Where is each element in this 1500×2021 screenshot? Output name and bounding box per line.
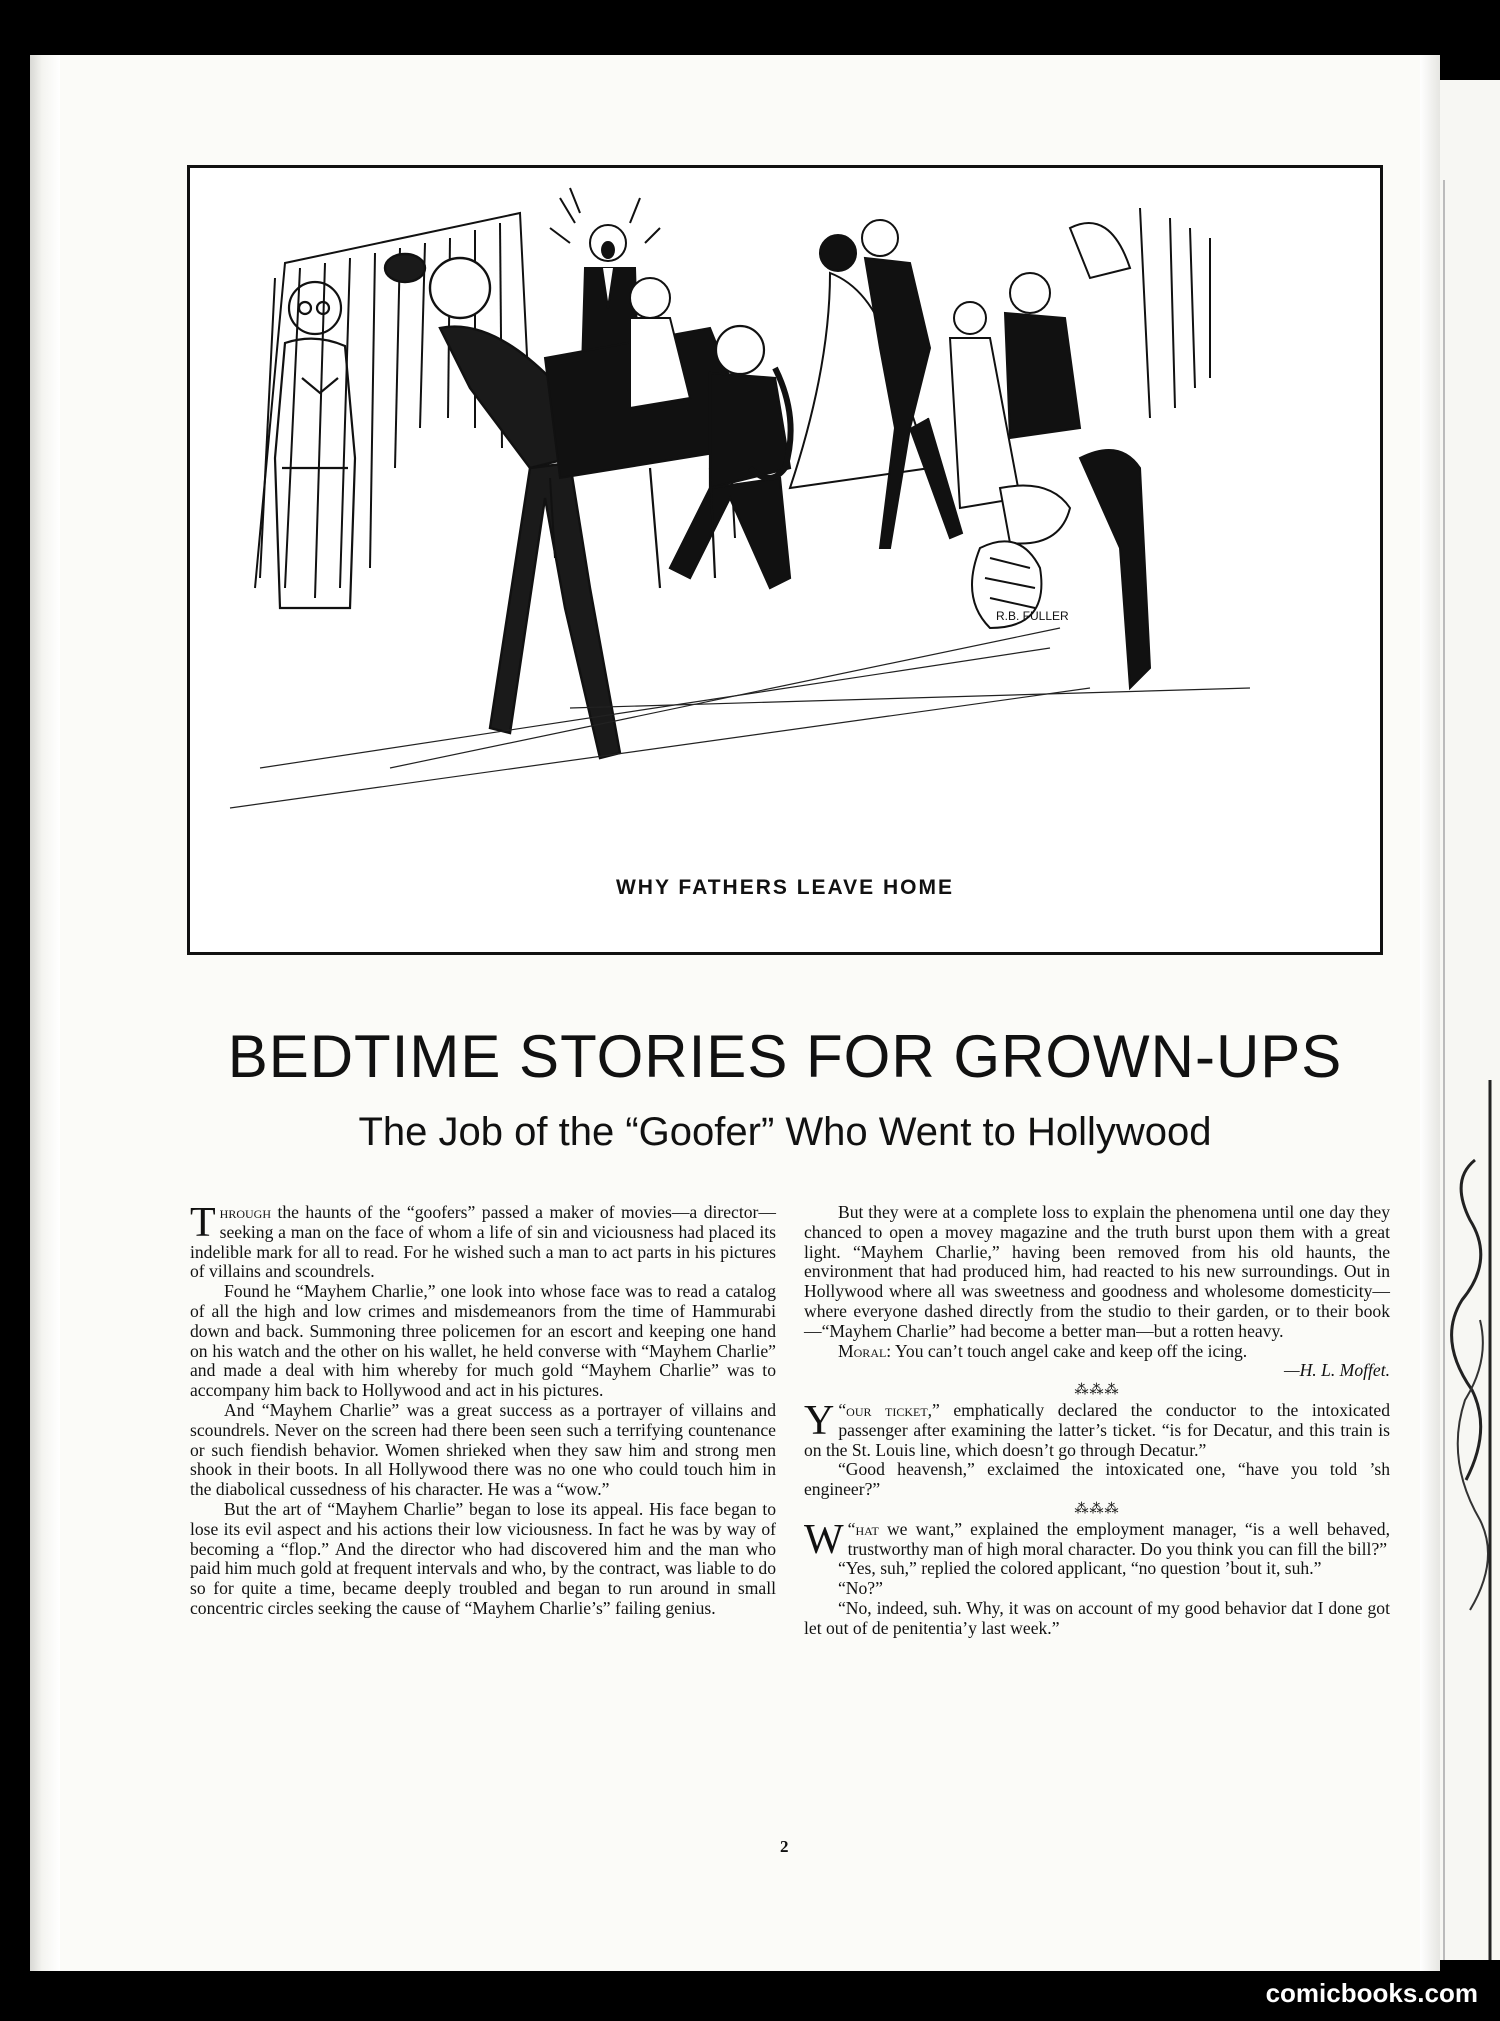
story2-paragraph-1: “ Y our ticket,” emphatically declared the conductor to the intoxicated passenger after examining the latter’s ticket. “is for Decatur, and this train is on the St. Louis line, which doesn’t go through Decatur.” (804, 1397, 1390, 1460)
story3-paragraph-4: “No, indeed, suh. Why, it was on account of my good behavior dat I done got let out of de penitentia’y last week.” (804, 1597, 1390, 1638)
dropcap: W (804, 1516, 844, 1563)
article-subhead: The Job of the “Goofer” Who Went to Hollywood (358, 1110, 1212, 1154)
cartoon-drawing (190, 168, 1380, 952)
story1-moral: Moral: You can’t touch angel cake and keep off the icing. (838, 1340, 1248, 1361)
dancing-couple (790, 220, 962, 548)
adjacent-page-strip (1440, 80, 1500, 1960)
article-column-left (190, 1200, 776, 1619)
story1-paragraph-5: But they were at a complete loss to explain the phenomena until one day they chanced to open a movey magazine and the truth burst upon them with a great light. “Mayhem Charlie,” having been removed from his old haunts, the environment that had produced him, had reacted to his new surroundings. Out in Hollywood where all was sweetness and goodness and wholesome domesticity—where everyone dashed directly from the studio to their garden, or to their book—“Mayhem Charlie” had become a better man—but a rotten heavy. (804, 1202, 1390, 1341)
dropcap: T (190, 1200, 216, 1246)
dropcap: Y (804, 1397, 835, 1444)
page-number: 2 (780, 1837, 789, 1856)
story1-paragraph-3: And “Mayhem Charlie” was a great success as a portrayer of villains and scoundrels. Never on the screen had there been seen such a terrifying countenance or such fiendish behavior. Women shrieked when they saw him and strong men shook in their boots. In all Hollywood there was no one who could touch him in the diabolical cussedness of his character. He was a “wow.” (190, 1399, 776, 1500)
page-binding-edge (30, 55, 60, 1971)
story3-paragraph-2: “Yes, suh,” replied the colored applicant, “no question ’bout it, suh.” (838, 1558, 1322, 1579)
section-separator: ⁂⁂⁂ (1074, 1501, 1120, 1517)
site-watermark: comicbooks.com (1265, 1978, 1478, 2008)
article-headline: BEDTIME STORIES FOR GROWN-UPS (227, 1023, 1343, 1090)
story1-paragraph-4: But the art of “Mayhem Charlie” began to lose its appeal. His face began to lose its evil aspect and his actions their low viciousness. In fact he was by way of becoming a “flop.” And the director who had discovered him and the man who paid him much gold at frequent intervals and who, by the contract, was liable to do so for quite a time, became deeply troubled and began to run around in small concentric circles seeking the cause of “Mayhem Charlie’s” failing genius. (190, 1498, 776, 1618)
illustration-caption: WHY FATHERS LEAVE HOME (615, 876, 955, 899)
page-right-edge (1420, 55, 1440, 1971)
article-column-right (804, 1203, 1390, 1639)
story3-paragraph-3: “No?” (838, 1578, 883, 1599)
section-separator: ⁂⁂⁂ (1074, 1383, 1120, 1399)
story1-byline: —H. L. Moffet. (1283, 1360, 1390, 1381)
lounging-guests (950, 208, 1210, 508)
story1-paragraph-2: Found he “Mayhem Charlie,” one look into whose face was to read a catalog of all the high and low crimes and misdemeanors from the time of Hammurabi down and back. Summoning three policemen for an escort and keeping one hand on his watch and the other on his wallet, he held converse with “Mayhem Charlie” and made a deal with him whereby for much gold “Mayhem Charlie” was to accompany him back to Hollywood and act in his pictures. (190, 1281, 776, 1401)
story3-paragraph-1: “ W hat we want,” explained the employment manager, “is a well behaved, trustworthy man of high moral character. Do you think you can fill the bill?” (804, 1516, 1390, 1563)
cartoon-illustration (187, 165, 1383, 955)
artist-signature: R.B. FULLER (996, 609, 1069, 623)
adjacent-page-artwork (1440, 80, 1500, 1960)
floor-lines (230, 628, 1250, 808)
story2-paragraph-2: “Good heavensh,” exclaimed the intoxicated one, “have you told ’sh engineer?” (804, 1459, 1390, 1500)
story1-paragraph-1: Through the haunts of the “goofers” passed a maker of movies—a director—seeking a man on the face of whom a life of sin and viciousness had placed its indelible mark for all to read. For he wished such a man to act parts in his pictures of villains and scoundrels. (190, 1200, 776, 1282)
